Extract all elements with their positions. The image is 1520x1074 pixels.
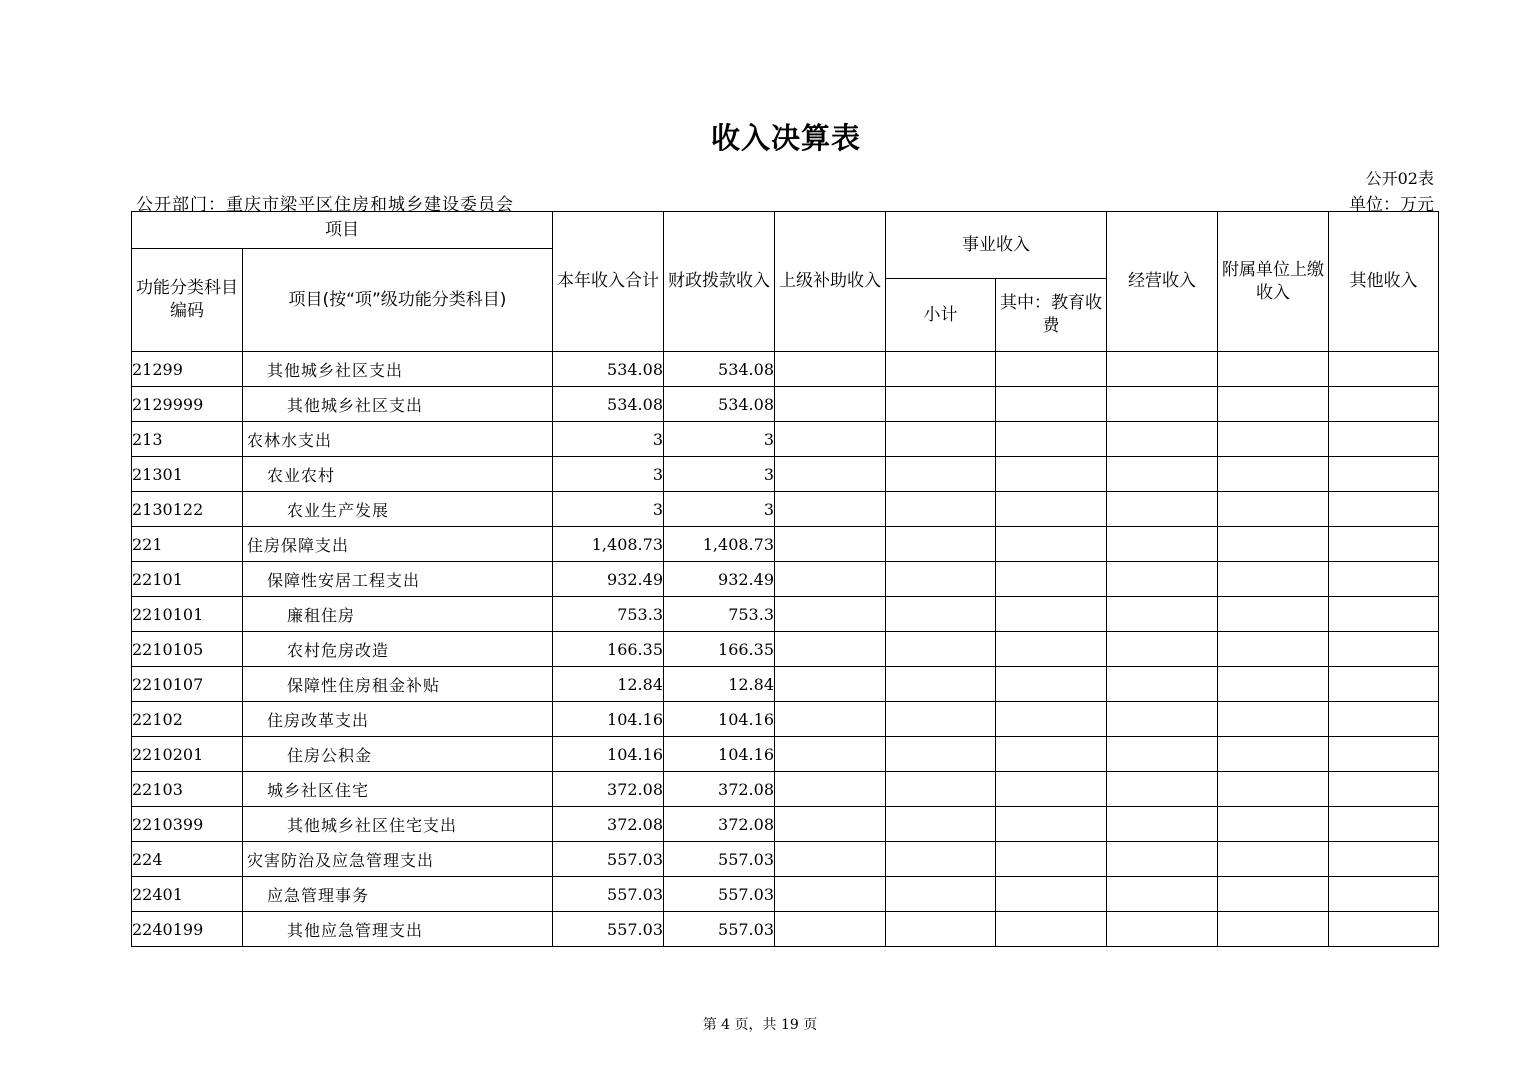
row-business-subtotal	[886, 422, 996, 457]
header-affiliated: 附属单位上缴收入	[1218, 212, 1329, 352]
row-business-subtotal	[886, 492, 996, 527]
row-operating	[1107, 877, 1218, 912]
row-affiliated	[1218, 667, 1329, 702]
row-operating	[1107, 702, 1218, 737]
row-superior	[775, 422, 886, 457]
row-other	[1329, 352, 1439, 387]
row-business-subtotal	[886, 527, 996, 562]
row-name: 农村危房改造	[243, 632, 553, 667]
row-education-fee	[996, 667, 1107, 702]
row-superior	[775, 632, 886, 667]
table-row	[132, 492, 1439, 527]
row-business-subtotal	[886, 667, 996, 702]
table-row	[132, 632, 1439, 667]
row-fiscal: 753.3	[664, 597, 775, 632]
row-education-fee	[996, 807, 1107, 842]
row-operating	[1107, 807, 1218, 842]
header-superior: 上级补助收入	[775, 212, 886, 352]
row-other	[1329, 737, 1439, 772]
table-row	[132, 422, 1439, 457]
row-affiliated	[1218, 597, 1329, 632]
row-superior	[775, 702, 886, 737]
row-education-fee	[996, 597, 1107, 632]
row-code: 2129999	[132, 387, 243, 422]
row-total: 534.08	[553, 387, 664, 422]
row-superior	[775, 352, 886, 387]
row-education-fee	[996, 562, 1107, 597]
row-fiscal: 1,408.73	[664, 527, 775, 562]
header-other: 其他收入	[1329, 212, 1439, 352]
row-education-fee	[996, 527, 1107, 562]
row-education-fee	[996, 772, 1107, 807]
row-business-subtotal	[886, 387, 996, 422]
row-superior	[775, 457, 886, 492]
row-name: 住房保障支出	[243, 527, 553, 562]
row-education-fee	[996, 387, 1107, 422]
table-row	[132, 527, 1439, 562]
row-affiliated	[1218, 492, 1329, 527]
row-operating	[1107, 632, 1218, 667]
row-name: 住房改革支出	[243, 702, 553, 737]
table-row	[132, 702, 1439, 737]
row-operating	[1107, 562, 1218, 597]
row-affiliated	[1218, 877, 1329, 912]
row-total: 12.84	[553, 667, 664, 702]
row-operating	[1107, 772, 1218, 807]
row-business-subtotal	[886, 877, 996, 912]
row-affiliated	[1218, 457, 1329, 492]
row-affiliated	[1218, 912, 1329, 947]
row-operating	[1107, 597, 1218, 632]
row-other	[1329, 772, 1439, 807]
row-operating	[1107, 492, 1218, 527]
header-item-group: 项目	[132, 212, 553, 249]
row-business-subtotal	[886, 702, 996, 737]
row-fiscal: 3	[664, 457, 775, 492]
row-code: 213	[132, 422, 243, 457]
row-name: 灾害防治及应急管理支出	[243, 842, 553, 877]
row-operating	[1107, 422, 1218, 457]
row-total: 3	[553, 422, 664, 457]
row-fiscal: 557.03	[664, 877, 775, 912]
row-code: 2130122	[132, 492, 243, 527]
row-education-fee	[996, 632, 1107, 667]
row-fiscal: 3	[664, 422, 775, 457]
row-name: 城乡社区住宅	[243, 772, 553, 807]
header-operating: 经营收入	[1107, 212, 1218, 352]
row-other	[1329, 492, 1439, 527]
table-row	[132, 597, 1439, 632]
row-code: 224	[132, 842, 243, 877]
row-operating	[1107, 457, 1218, 492]
row-affiliated	[1218, 387, 1329, 422]
row-operating	[1107, 737, 1218, 772]
row-other	[1329, 842, 1439, 877]
table-row	[132, 457, 1439, 492]
row-affiliated	[1218, 562, 1329, 597]
row-superior	[775, 737, 886, 772]
row-name: 其他城乡社区支出	[243, 387, 553, 422]
row-code: 2210201	[132, 737, 243, 772]
row-code: 21301	[132, 457, 243, 492]
header-name: 项目(按“项”级功能分类科目)	[243, 249, 553, 352]
row-business-subtotal	[886, 842, 996, 877]
row-total: 372.08	[553, 807, 664, 842]
row-education-fee	[996, 352, 1107, 387]
row-name: 保障性住房租金补贴	[243, 667, 553, 702]
row-fiscal: 372.08	[664, 772, 775, 807]
row-fiscal: 372.08	[664, 807, 775, 842]
row-other	[1329, 912, 1439, 947]
row-operating	[1107, 667, 1218, 702]
row-name: 其他应急管理支出	[243, 912, 553, 947]
row-business-subtotal	[886, 352, 996, 387]
table-row	[132, 772, 1439, 807]
row-superior	[775, 492, 886, 527]
row-operating	[1107, 387, 1218, 422]
row-superior	[775, 877, 886, 912]
row-total: 753.3	[553, 597, 664, 632]
department-label: 公开部门：重庆市梁平区住房和城乡建设委员会	[136, 195, 514, 215]
table-row	[132, 912, 1439, 947]
row-business-subtotal	[886, 737, 996, 772]
row-superior	[775, 667, 886, 702]
row-total: 534.08	[553, 352, 664, 387]
row-superior	[775, 842, 886, 877]
row-business-subtotal	[886, 912, 996, 947]
header-fiscal: 财政拨款收入	[664, 212, 775, 352]
row-total: 104.16	[553, 737, 664, 772]
table-row	[132, 352, 1439, 387]
row-business-subtotal	[886, 632, 996, 667]
row-affiliated	[1218, 772, 1329, 807]
row-superior	[775, 772, 886, 807]
row-other	[1329, 877, 1439, 912]
row-name: 其他城乡社区住宅支出	[243, 807, 553, 842]
row-other	[1329, 667, 1439, 702]
row-fiscal: 3	[664, 492, 775, 527]
row-superior	[775, 912, 886, 947]
row-total: 372.08	[553, 772, 664, 807]
row-education-fee	[996, 492, 1107, 527]
row-affiliated	[1218, 807, 1329, 842]
row-business-subtotal	[886, 562, 996, 597]
row-total: 932.49	[553, 562, 664, 597]
table-row	[132, 667, 1439, 702]
row-affiliated	[1218, 737, 1329, 772]
table-row	[132, 842, 1439, 877]
row-affiliated	[1218, 352, 1329, 387]
row-business-subtotal	[886, 772, 996, 807]
row-other	[1329, 702, 1439, 737]
row-name: 保障性安居工程支出	[243, 562, 553, 597]
row-education-fee	[996, 422, 1107, 457]
row-total: 557.03	[553, 842, 664, 877]
row-total: 104.16	[553, 702, 664, 737]
row-operating	[1107, 912, 1218, 947]
row-superior	[775, 562, 886, 597]
row-total: 3	[553, 492, 664, 527]
row-other	[1329, 457, 1439, 492]
row-code: 22102	[132, 702, 243, 737]
unit-label: 单位：万元	[1349, 195, 1434, 215]
row-operating	[1107, 352, 1218, 387]
row-business-subtotal	[886, 807, 996, 842]
row-fiscal: 166.35	[664, 632, 775, 667]
page-title: 收入决算表	[710, 121, 861, 155]
row-total: 3	[553, 457, 664, 492]
row-code: 2210105	[132, 632, 243, 667]
row-operating	[1107, 527, 1218, 562]
row-other	[1329, 387, 1439, 422]
row-total: 1,408.73	[553, 527, 664, 562]
row-affiliated	[1218, 632, 1329, 667]
row-total: 557.03	[553, 912, 664, 947]
row-code: 2240199	[132, 912, 243, 947]
row-fiscal: 534.08	[664, 352, 775, 387]
table-number: 公开02表	[1365, 169, 1434, 188]
row-total: 166.35	[553, 632, 664, 667]
row-fiscal: 557.03	[664, 842, 775, 877]
table-body	[132, 352, 1439, 947]
row-code: 2210399	[132, 807, 243, 842]
row-name: 住房公积金	[243, 737, 553, 772]
row-business-subtotal	[886, 597, 996, 632]
row-affiliated	[1218, 842, 1329, 877]
page-footer: 第 4 页，共 19 页	[702, 1017, 818, 1033]
row-other	[1329, 422, 1439, 457]
row-other	[1329, 632, 1439, 667]
row-fiscal: 534.08	[664, 387, 775, 422]
row-code: 2210107	[132, 667, 243, 702]
header-education: 其中：教育收费	[996, 279, 1107, 352]
row-superior	[775, 597, 886, 632]
row-superior	[775, 807, 886, 842]
header-business: 事业收入	[886, 212, 1107, 279]
row-education-fee	[996, 457, 1107, 492]
row-education-fee	[996, 877, 1107, 912]
row-code: 21299	[132, 352, 243, 387]
income-table	[131, 211, 1439, 947]
row-affiliated	[1218, 702, 1329, 737]
row-name: 廉租住房	[243, 597, 553, 632]
row-fiscal: 12.84	[664, 667, 775, 702]
row-name: 农林水支出	[243, 422, 553, 457]
row-code: 2210101	[132, 597, 243, 632]
table-row	[132, 807, 1439, 842]
row-operating	[1107, 842, 1218, 877]
row-name: 其他城乡社区支出	[243, 352, 553, 387]
table-row	[132, 387, 1439, 422]
row-affiliated	[1218, 527, 1329, 562]
row-other	[1329, 527, 1439, 562]
row-code: 22401	[132, 877, 243, 912]
row-code: 221	[132, 527, 243, 562]
row-education-fee	[996, 702, 1107, 737]
row-fiscal: 104.16	[664, 702, 775, 737]
row-superior	[775, 387, 886, 422]
row-fiscal: 557.03	[664, 912, 775, 947]
row-superior	[775, 527, 886, 562]
header-total: 本年收入合计	[553, 212, 664, 352]
row-code: 22101	[132, 562, 243, 597]
row-fiscal: 932.49	[664, 562, 775, 597]
row-other	[1329, 807, 1439, 842]
row-other	[1329, 562, 1439, 597]
row-total: 557.03	[553, 877, 664, 912]
row-other	[1329, 597, 1439, 632]
row-name: 农业农村	[243, 457, 553, 492]
table-row	[132, 562, 1439, 597]
row-business-subtotal	[886, 457, 996, 492]
row-education-fee	[996, 842, 1107, 877]
row-code: 22103	[132, 772, 243, 807]
row-fiscal: 104.16	[664, 737, 775, 772]
row-affiliated	[1218, 422, 1329, 457]
row-education-fee	[996, 737, 1107, 772]
table-row	[132, 737, 1439, 772]
row-name: 应急管理事务	[243, 877, 553, 912]
row-name: 农业生产发展	[243, 492, 553, 527]
header-subtotal: 小计	[886, 279, 996, 352]
header-code: 功能分类科目编码	[132, 249, 243, 352]
table-row	[132, 877, 1439, 912]
row-education-fee	[996, 912, 1107, 947]
